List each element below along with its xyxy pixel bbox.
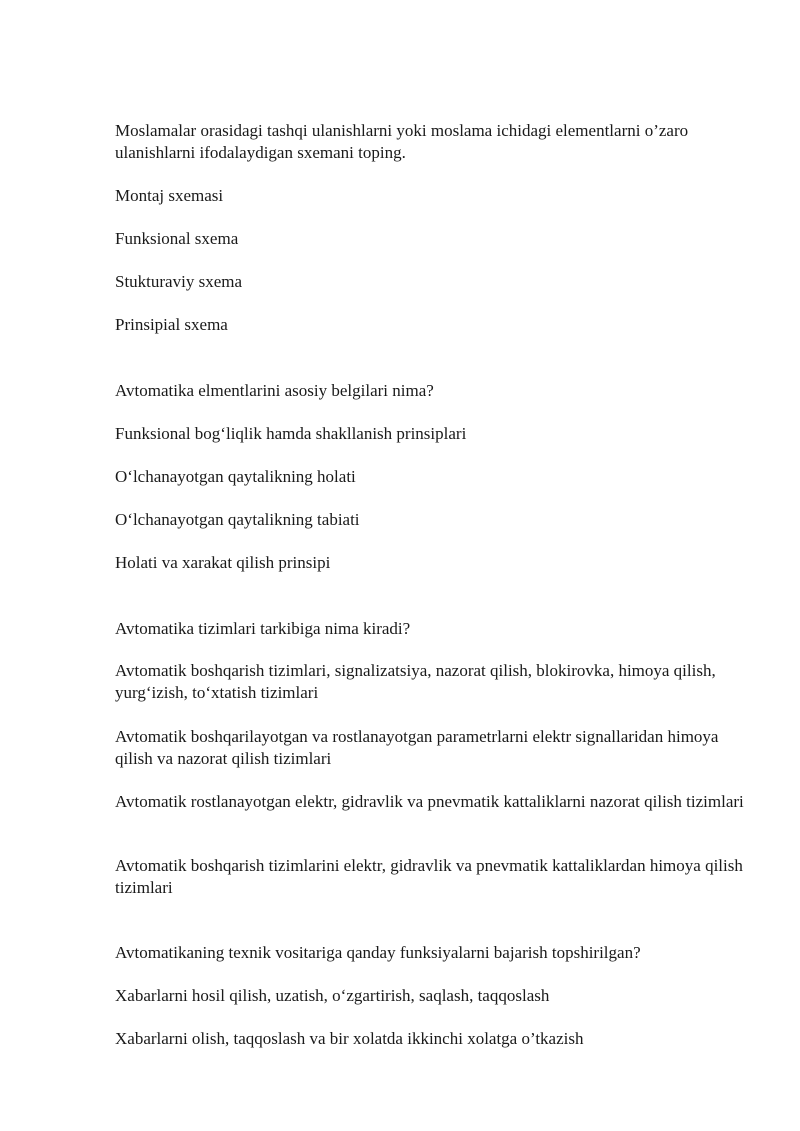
question-1-option-3: Stukturaviy sxema <box>115 272 243 291</box>
question-4: Avtomatikaning texnik vositariga qanday funksiyalarni bajarish topshirilgan? <box>115 943 641 962</box>
question-4-option-2: Xabarlarni olish, taqqoslash va bir xolatda ikkinchi xolatga o’tkazish <box>115 1029 584 1048</box>
question-1-option-4: Prinsipial sxema <box>115 315 228 334</box>
question-3-option-2: Avtomatik boshqarilayotgan va rostlanayotgan parametrlarni elektr signallaridan himoya qilish va nazorat qilish tizimlari <box>115 727 719 768</box>
question-1: Moslamalar orasidagi tashqi ulanishlarni yoki moslama ichidagi elementlarni o’zaro ulanishlarni ifodalaydigan sxemani toping. <box>115 121 689 162</box>
question-3-option-4: Avtomatik boshqarish tizimlarini elektr, gidravlik va pnevmatik kattaliklardan himoya qilish tizimlari <box>115 856 743 897</box>
question-1-option-1: Montaj sxemasi <box>115 186 224 205</box>
question-3-option-3: Avtomatik rostlanayotgan elektr, gidravlik va pnevmatik kattaliklarni nazorat qilish tizimlari <box>115 792 744 811</box>
question-2-option-3: O‘lchanayotgan qaytalikning tabiati <box>115 510 360 529</box>
question-1-option-2: Funksional sxema <box>115 229 239 248</box>
question-4-option-1: Xabarlarni hosil qilish, uzatish, o‘zgartirish, saqlash, taqqoslash <box>115 986 550 1005</box>
question-2-option-1: Funksional bog‘liqlik hamda shakllanish prinsiplari <box>115 424 467 443</box>
question-2-option-2: O‘lchanayotgan qaytalikning holati <box>115 467 356 486</box>
question-2: Avtomatika elmentlarini asosiy belgilari nima? <box>115 381 434 400</box>
question-2-option-4: Holati va xarakat qilish prinsipi <box>115 553 331 572</box>
question-3-option-1: Avtomatik boshqarish tizimlari, signalizatsiya, nazorat qilish, blokirovka, himoya qilish, yurg‘izish, to‘xtatish tizimlari <box>115 661 716 702</box>
question-3: Avtomatika tizimlari tarkibiga nima kiradi? <box>115 619 411 638</box>
